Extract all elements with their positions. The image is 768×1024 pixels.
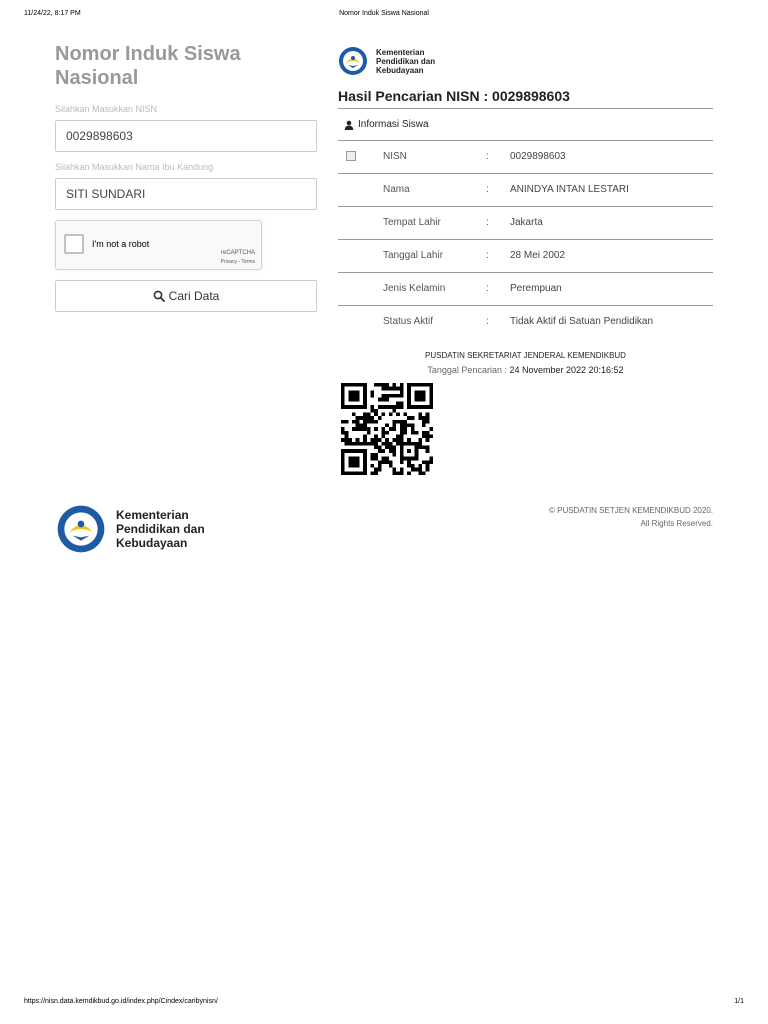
print-title: Nomor Induk Siswa Nasional (339, 10, 429, 17)
table-row (338, 174, 713, 207)
table-row (338, 207, 713, 240)
row-value: 28 Mei 2002 (510, 250, 566, 261)
qr-code-icon (338, 383, 436, 475)
search-date (338, 365, 713, 375)
search-date-label: Tanggal Pencarian : (427, 365, 507, 375)
ministry-header (338, 44, 713, 78)
tut-wuri-handayani-logo-icon (56, 504, 106, 554)
user-icon (344, 120, 354, 130)
table-row (338, 306, 713, 339)
row-key: Tempat Lahir (383, 217, 441, 228)
result-panel (338, 44, 713, 480)
print-page-number: 1/1 (734, 998, 744, 1005)
row-sep: : (486, 151, 489, 162)
student-info-table (338, 141, 713, 339)
print-footer (24, 998, 744, 1010)
row-key: Tanggal Lahir (383, 250, 444, 261)
search-form (55, 42, 317, 312)
row-key: Status Aktif (383, 316, 434, 327)
search-date-value: 24 November 2022 20:16:52 (509, 365, 624, 375)
mother-name-label: Silahkan Masukkan Nama Ibu Kandung (55, 162, 214, 172)
ministry-name: Kementerian Pendidikan dan Kebudayaan (376, 47, 436, 75)
recaptcha-widget (55, 220, 262, 270)
row-value: 0029898603 (510, 151, 566, 162)
search-button[interactable] (55, 280, 317, 312)
row-sep: : (486, 283, 489, 294)
row-key: Nama (383, 184, 410, 195)
row-value: Tidak Aktif di Satuan Pendidikan (510, 316, 654, 327)
row-value: Perempuan (510, 283, 562, 294)
row-value: ANINDYA INTAN LESTARI (510, 184, 629, 195)
form-title: Nomor Induk Siswa Nasional (55, 43, 241, 89)
search-icon (153, 290, 165, 302)
recaptcha-label: I'm not a robot (92, 239, 150, 249)
row-key: Jenis Kelamin (383, 283, 446, 294)
print-date: 11/24/22, 8:17 PM (24, 10, 81, 17)
row-sep: : (486, 184, 489, 195)
table-row (338, 273, 713, 306)
row-key: NISN (383, 151, 407, 162)
row-value: Jakarta (510, 217, 543, 228)
row-sep: : (486, 316, 489, 327)
print-url: https://nisn.data.kemdikbud.go.id/index.php/Cindex/caribynisn/ (24, 998, 218, 1005)
pusdatin-label: PUSDATIN SEKRETARIAT JENDERAL KEMENDIKBUD (425, 351, 626, 360)
nisn-label: Silahkan Masukkan NISN (55, 104, 158, 114)
recaptcha-links[interactable]: Privacy - Terms (220, 259, 255, 265)
footer-ministry (56, 504, 205, 554)
print-header (24, 10, 744, 22)
table-row (338, 141, 713, 174)
info-heading (338, 109, 713, 141)
copyright: © PUSDATIN SETJEN KEMENDIKBUD 2020. All Rights Reserved. (548, 506, 713, 528)
recaptcha-checkbox[interactable] (64, 234, 84, 254)
mother-name-input[interactable]: SITI SUNDARI (55, 178, 317, 210)
footer-ministry-name: Kementerian Pendidikan dan Kebudayaan (116, 508, 205, 550)
tut-wuri-handayani-logo-icon (338, 46, 368, 76)
table-row (338, 240, 713, 273)
result-title: Hasil Pencarian NISN : 0029898603 (338, 88, 713, 109)
nisn-input[interactable]: 0029898603 (55, 120, 317, 152)
row-sep: : (486, 217, 489, 228)
row-sep: : (486, 250, 489, 261)
recaptcha-brand: reCAPTCHA (220, 250, 255, 256)
info-heading-label: Informasi Siswa (358, 119, 429, 130)
search-button-label: Cari Data (168, 289, 220, 303)
student-photo-broken-image (346, 151, 356, 161)
